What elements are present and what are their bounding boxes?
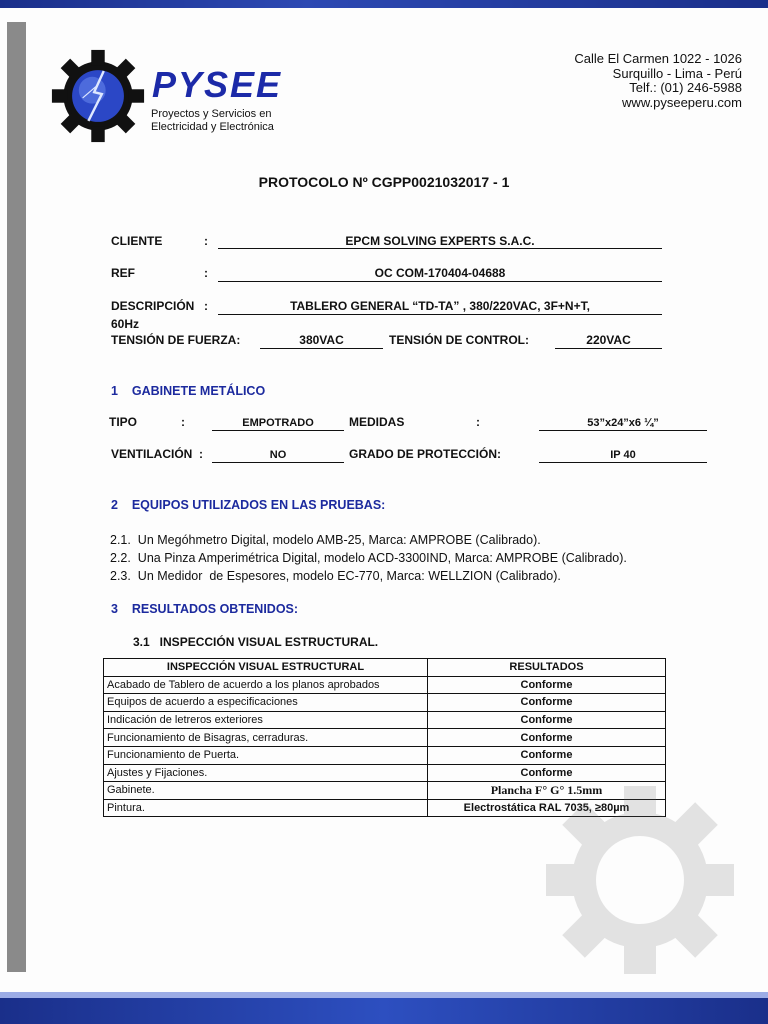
table-row [104,694,666,712]
medidas-label: MEDIDAS [349,415,405,429]
table-cell-result: Plancha F° G° 1.5mm [428,782,666,800]
tipo-underline [212,430,344,431]
descripcion-value: TABLERO GENERAL “TD-TA” , 380/220VAC, 3F+N+T, [290,299,590,313]
table-cell-result: Conforme [428,764,666,782]
table-cell-result: Conforme [428,729,666,747]
table-header-inspeccion: INSPECCIÓN VISUAL ESTRUCTURAL [104,659,428,677]
tipo-label: TIPO [109,415,138,429]
descripcion-underline [218,314,662,315]
cliente-underline [218,248,662,249]
tipo-value: EMPOTRADO [242,417,314,429]
medidas-underline [539,430,707,431]
tension-control-underline [555,348,662,349]
table-cell-result: Conforme [428,694,666,712]
table-row [104,711,666,729]
descripcion-continuation: 60Hz [111,317,140,331]
brand-tagline [151,108,274,134]
top-border-band [0,0,768,8]
table-cell-item: Equipos de acuerdo a especificaciones [104,694,428,712]
table-cell-item: Indicación de letreros exteriores [104,711,428,729]
table-cell-result: Conforme [428,711,666,729]
contact-block [574,52,742,110]
protocol-title: PROTOCOLO Nº CGPP0021032017 - 1 [258,174,510,190]
equipment-item: 2.1. Un Megóhmetro Digital, modelo AMB-25, Marca: AMPROBE (Calibrado). [110,533,541,547]
cliente-label: CLIENTE [111,234,163,248]
address-line-1: Calle El Carmen 1022 - 1026 [574,51,742,66]
equipment-item: 2.2. Una Pinza Amperimétrica Digital, modelo ACD-3300IND, Marca: AMPROBE (Calibrado). [110,551,627,565]
table-header-row [104,659,666,677]
medidas-value: 53”x24”x6 ¼” [587,417,659,429]
table-row [104,729,666,747]
table-cell-item: Pintura. [104,799,428,817]
table-cell-result: Conforme [428,676,666,694]
section-3-title: 3 RESULTADOS OBTENIDOS: [111,602,299,616]
ref-colon: : [204,266,208,280]
section-3-1-subtitle: 3.1 INSPECCIÓN VISUAL ESTRUCTURAL. [133,635,379,649]
tension-control-value: 220VAC [586,333,631,347]
address-line-2: Surquillo - Lima - Perú [612,65,742,81]
ref-value: OC COM-170404-04688 [374,266,506,280]
ventilacion-underline [212,462,344,463]
left-scan-bar [7,22,26,972]
tension-fuerza-value: 380VAC [299,333,344,347]
cliente-colon: : [204,234,208,248]
tagline-line-1: Proyectos y Servicios en [151,108,272,120]
table-cell-item: Funcionamiento de Bisagras, cerraduras. [104,729,428,747]
medidas-colon: : [476,415,480,429]
tension-control-label: TENSIÓN DE CONTROL: [389,333,529,347]
ref-underline [218,281,662,282]
grado-proteccion-label: GRADO DE PROTECCIÓN: [349,447,502,461]
website-line: www.pyseeperu.com [622,94,742,110]
descripcion-label: DESCRIPCIÓN [111,299,195,313]
cliente-value: EPCM SOLVING EXPERTS S.A.C. [345,234,535,248]
table-header-resultados: RESULTADOS [428,659,666,677]
tension-fuerza-underline [260,348,383,349]
tagline-line-2: Electricidad y Electrónica [151,121,274,133]
table-cell-result: Conforme [428,746,666,764]
tension-fuerza-label: TENSIÓN DE FUERZA: [111,333,241,347]
descripcion-colon: : [204,299,208,313]
brand-logo-text: PYSEE [152,64,283,105]
table-cell-item: Ajustes y Fijaciones. [104,764,428,782]
gear-watermark-icon [540,780,740,980]
ventilacion-label: VENTILACIÓN : [111,447,203,461]
gear-logo-icon [50,48,146,144]
table-row [104,676,666,694]
equipment-item: 2.3. Un Medidor de Espesores, modelo EC-770, Marca: WELLZION (Calibrado). [110,569,561,583]
table-cell-item: Gabinete. [104,782,428,800]
ref-label: REF [111,266,135,280]
ventilacion-value: NO [269,449,287,461]
table-cell-result: Electrostática RAL 7035, ≥80µm [428,799,666,817]
table-cell-item: Funcionamiento de Puerta. [104,746,428,764]
table-row [104,746,666,764]
section-2-title: 2 EQUIPOS UTILIZADOS EN LAS PRUEBAS: [111,498,386,512]
bottom-border-band [0,998,768,1024]
section-1-title: 1 GABINETE METÁLICO [111,384,266,398]
grado-proteccion-value: IP 40 [610,449,636,461]
table-cell-item: Acabado de Tablero de acuerdo a los planos aprobados [104,676,428,694]
tipo-colon: : [181,415,185,429]
grado-proteccion-underline [539,462,707,463]
phone-line: Telf.: (01) 246-5988 [629,80,742,95]
